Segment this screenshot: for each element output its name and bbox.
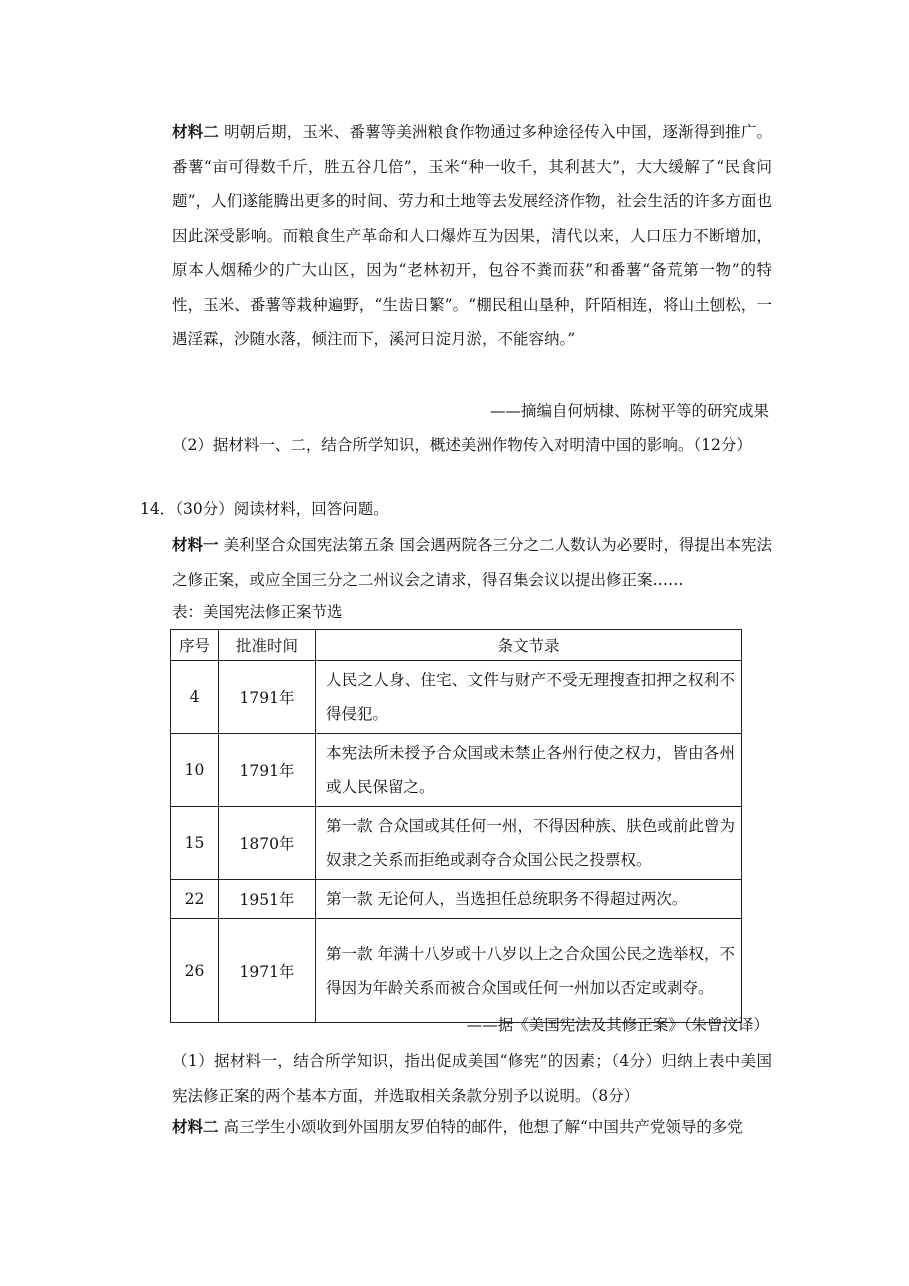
table-row — [171, 661, 742, 734]
table-row — [171, 919, 742, 1023]
amendment-number: 22 — [171, 880, 219, 919]
material-two-label: 材料二 — [172, 1117, 219, 1136]
material-two-source: ——摘编自何炳棣、陈树平等的研究成果 — [489, 402, 769, 420]
amendment-text: 第一款 合众国或其任何一州，不得因种族、肤色或前此曾为奴隶之关系而拒绝或剥夺合众国公民之投票权。 — [316, 807, 742, 880]
material-two-text: 明朝后期，玉米、番薯等美洲粮食作物通过多种途径传入中国，逐渐得到推广。番薯“亩可得数千斤，胜五谷几倍”，玉米“种一收千，其利甚大”，大大缓解了“民食问题”，人们遂能腾出更多的时间、劳力和土地等去发展经济作物，社会生活的许多方面也因此深受影响。而粮食生产革命和人口爆炸互为因果，清代以来，人口压力不断增加，原本人烟稀少的广大山区，因为“老林初开，包谷不粪而获”和番薯“备荒第一物”的特性，玉米、番薯等栽种遍野，“生齿日繁”。“棚民租山垦种，阡陌相连，将山土刨松，一遇淫霖，沙随水落，倾注而下，溪河日淀月淤，不能容纳。” — [172, 123, 772, 348]
question-14-material-two — [172, 1110, 772, 1145]
question-14-heading: 14．（30分）阅读材料，回答问题。 — [140, 500, 389, 518]
table-row — [171, 880, 742, 919]
amendment-number: 26 — [171, 919, 219, 1023]
table-row — [171, 807, 742, 880]
table-header-row — [171, 630, 742, 661]
amendment-year: 1791年 — [219, 734, 316, 807]
amendment-year: 1951年 — [219, 880, 316, 919]
table-row — [171, 734, 742, 807]
material-two-label: 材料二 — [172, 122, 219, 141]
amendment-year: 1791年 — [219, 661, 316, 734]
amendment-number: 10 — [171, 734, 219, 807]
question-14-part-1: （1）据材料一，结合所学知识，指出促成美国“修宪”的因素；（4分）归纳上表中美国宪法修正案的两个基本方面，并选取相关条款分别予以说明。（8分） — [172, 1052, 772, 1105]
header-number: 序号 — [171, 630, 219, 661]
amendment-text: 第一款 无论何人，当选担任总统职务不得超过两次。 — [316, 880, 742, 919]
amendment-text: 人民之人身、住宅、文件与财产不受无理搜查扣押之权利不得侵犯。 — [316, 661, 742, 734]
amendment-number: 15 — [171, 807, 219, 880]
material-two-paragraph — [172, 115, 772, 357]
amendment-year: 1971年 — [219, 919, 316, 1023]
material-one-label: 材料一 — [172, 535, 219, 554]
header-ratified-date: 批准时间 — [219, 630, 316, 661]
amendment-number: 4 — [171, 661, 219, 734]
table-caption: 表：美国宪法修正案节选 — [172, 603, 343, 621]
amendment-year: 1870年 — [219, 807, 316, 880]
question-14-material-one — [172, 528, 772, 597]
table-source: ——据《美国宪法及其修正案》（朱曾汶译） — [466, 1016, 769, 1034]
material-two-text: 高三学生小颂收到外国朋友罗伯特的邮件，他想了解“中国共产党领导的多党 — [223, 1118, 743, 1136]
header-text-excerpt: 条文节录 — [316, 630, 742, 661]
question-13-part-2: （2）据材料一、二，结合所学知识，概述美洲作物传入对明清中国的影响。（12分） — [172, 436, 752, 454]
amendment-text: 本宪法所未授予合众国或未禁止各州行使之权力，皆由各州或人民保留之。 — [316, 734, 742, 807]
amendments-table — [170, 629, 742, 1023]
amendment-text: 第一款 年满十八岁或十八岁以上之合众国公民之选举权，不得因为年龄关系而被合众国或任何一州加以否定或剥夺。 — [316, 919, 742, 1023]
material-one-text: 美利坚合众国宪法第五条 国会遇两院各三分之二人数认为必要时，得提出本宪法之修正案，或应全国三分之二州议会之请求，得召集会议以提出修正案…… — [172, 536, 772, 589]
